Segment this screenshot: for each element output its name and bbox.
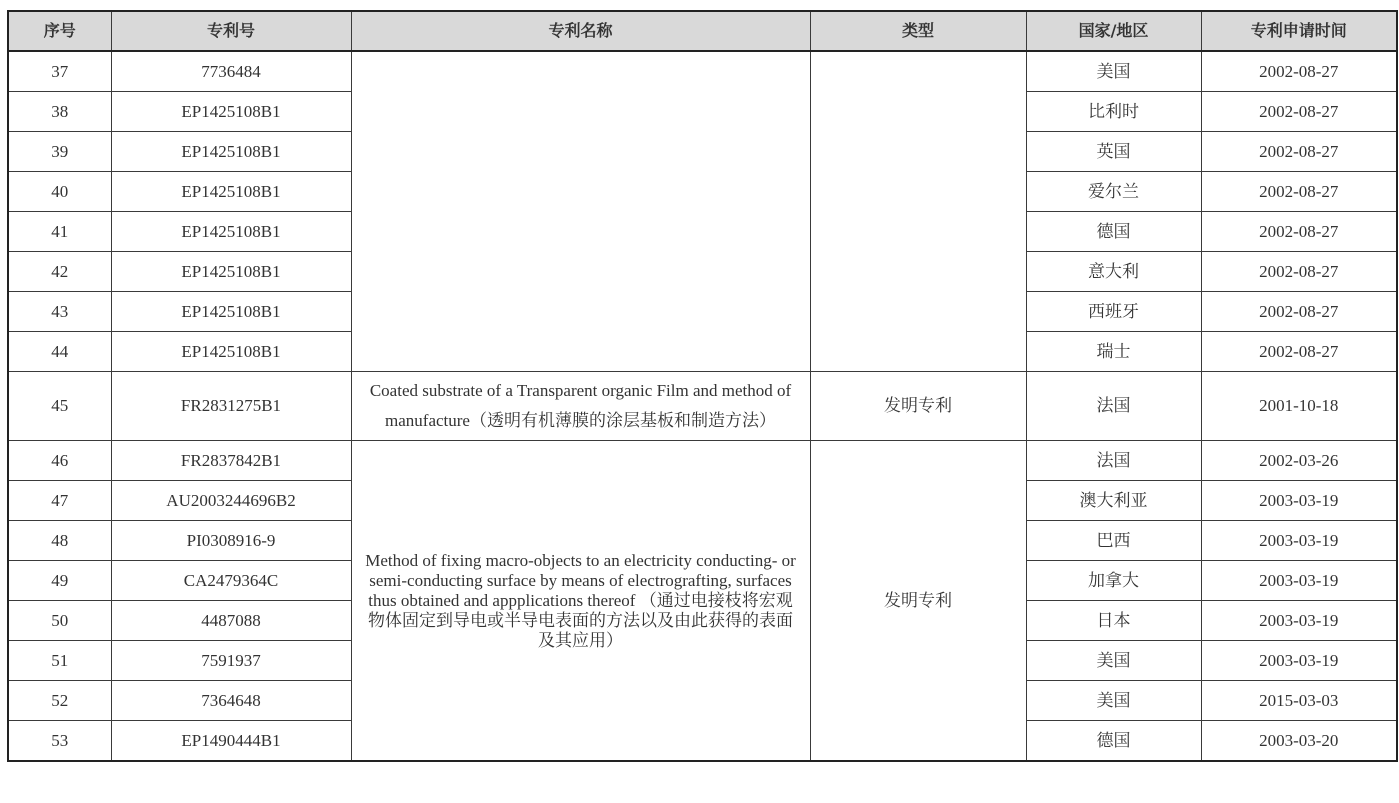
cell-seq: 42 xyxy=(8,252,111,292)
cell-patent-no: EP1425108B1 xyxy=(111,92,351,132)
cell-country: 美国 xyxy=(1026,51,1201,92)
cell-patent-name-group-c: Method of fixing macro-objects to an electricity conducting- or semi-conducting surface by means of electrografting, surfaces thus obtained and appplications thereof （通过电接枝将宏观物体固定到导电或半导电表面的方法以及由此获得的表面及其应用） xyxy=(351,441,810,762)
table-row xyxy=(8,51,1397,92)
cell-seq: 38 xyxy=(8,92,111,132)
cell-country: 澳大利亚 xyxy=(1026,481,1201,521)
cell-patent-no: 7364648 xyxy=(111,681,351,721)
cell-apply-date: 2002-08-27 xyxy=(1201,92,1397,132)
cell-patent-no: 4487088 xyxy=(111,601,351,641)
cell-apply-date: 2002-08-27 xyxy=(1201,212,1397,252)
cell-country: 日本 xyxy=(1026,601,1201,641)
cell-apply-date: 2002-08-27 xyxy=(1201,292,1397,332)
cell-country: 美国 xyxy=(1026,681,1201,721)
table-row xyxy=(8,372,1397,441)
cell-seq: 47 xyxy=(8,481,111,521)
cell-apply-date: 2003-03-19 xyxy=(1201,641,1397,681)
cell-country: 西班牙 xyxy=(1026,292,1201,332)
cell-patent-no: 7736484 xyxy=(111,51,351,92)
cell-country: 德国 xyxy=(1026,212,1201,252)
cell-seq: 51 xyxy=(8,641,111,681)
cell-patent-no: CA2479364C xyxy=(111,561,351,601)
cell-apply-date: 2002-08-27 xyxy=(1201,132,1397,172)
table-body xyxy=(8,51,1397,761)
cell-patent-no: EP1425108B1 xyxy=(111,332,351,372)
table-header xyxy=(8,11,1397,51)
cell-seq: 37 xyxy=(8,51,111,92)
cell-country: 加拿大 xyxy=(1026,561,1201,601)
cell-country: 美国 xyxy=(1026,641,1201,681)
cell-country: 英国 xyxy=(1026,132,1201,172)
header-seq: 序号 xyxy=(8,11,111,51)
cell-type-group-b: 发明专利 xyxy=(810,372,1026,441)
cell-country: 法国 xyxy=(1026,372,1201,441)
cell-seq: 41 xyxy=(8,212,111,252)
cell-seq: 52 xyxy=(8,681,111,721)
cell-type-group-a xyxy=(810,51,1026,372)
cell-apply-date: 2003-03-19 xyxy=(1201,601,1397,641)
cell-apply-date: 2001-10-18 xyxy=(1201,372,1397,441)
cell-apply-date: 2002-08-27 xyxy=(1201,172,1397,212)
cell-seq: 46 xyxy=(8,441,111,481)
cell-patent-no: AU2003244696B2 xyxy=(111,481,351,521)
header-apply-date: 专利申请时间 xyxy=(1201,11,1397,51)
cell-seq: 50 xyxy=(8,601,111,641)
cell-country: 爱尔兰 xyxy=(1026,172,1201,212)
cell-country: 瑞士 xyxy=(1026,332,1201,372)
cell-patent-no: EP1425108B1 xyxy=(111,132,351,172)
cell-patent-no: EP1425108B1 xyxy=(111,212,351,252)
cell-country: 巴西 xyxy=(1026,521,1201,561)
header-row xyxy=(8,11,1397,51)
cell-patent-no: FR2837842B1 xyxy=(111,441,351,481)
cell-seq: 48 xyxy=(8,521,111,561)
cell-apply-date: 2003-03-19 xyxy=(1201,521,1397,561)
header-type: 类型 xyxy=(810,11,1026,51)
cell-apply-date: 2002-08-27 xyxy=(1201,332,1397,372)
cell-apply-date: 2003-03-20 xyxy=(1201,721,1397,762)
cell-apply-date: 2015-03-03 xyxy=(1201,681,1397,721)
cell-country: 德国 xyxy=(1026,721,1201,762)
cell-apply-date: 2002-03-26 xyxy=(1201,441,1397,481)
patent-table xyxy=(7,10,1398,762)
cell-patent-no: EP1425108B1 xyxy=(111,252,351,292)
cell-patent-no: EP1425108B1 xyxy=(111,292,351,332)
cell-seq: 39 xyxy=(8,132,111,172)
patent-table-container xyxy=(7,10,1396,762)
cell-seq: 43 xyxy=(8,292,111,332)
cell-seq: 53 xyxy=(8,721,111,762)
cell-apply-date: 2003-03-19 xyxy=(1201,481,1397,521)
cell-patent-no: FR2831275B1 xyxy=(111,372,351,441)
header-patent-name: 专利名称 xyxy=(351,11,810,51)
table-row xyxy=(8,441,1397,481)
cell-type-group-c: 发明专利 xyxy=(810,441,1026,762)
header-country: 国家/地区 xyxy=(1026,11,1201,51)
cell-country: 比利时 xyxy=(1026,92,1201,132)
cell-patent-name-group-b: Coated substrate of a Transparent organic Film and method of manufacture（透明有机薄膜的涂层基板和制造方法） xyxy=(351,372,810,441)
cell-patent-name-group-a xyxy=(351,51,810,372)
cell-country: 法国 xyxy=(1026,441,1201,481)
cell-patent-no: PI0308916-9 xyxy=(111,521,351,561)
header-patent-no: 专利号 xyxy=(111,11,351,51)
cell-seq: 49 xyxy=(8,561,111,601)
cell-country: 意大利 xyxy=(1026,252,1201,292)
cell-apply-date: 2002-08-27 xyxy=(1201,51,1397,92)
cell-patent-no: EP1490444B1 xyxy=(111,721,351,762)
cell-apply-date: 2002-08-27 xyxy=(1201,252,1397,292)
cell-patent-no: 7591937 xyxy=(111,641,351,681)
cell-seq: 44 xyxy=(8,332,111,372)
cell-seq: 45 xyxy=(8,372,111,441)
cell-apply-date: 2003-03-19 xyxy=(1201,561,1397,601)
cell-seq: 40 xyxy=(8,172,111,212)
cell-patent-no: EP1425108B1 xyxy=(111,172,351,212)
